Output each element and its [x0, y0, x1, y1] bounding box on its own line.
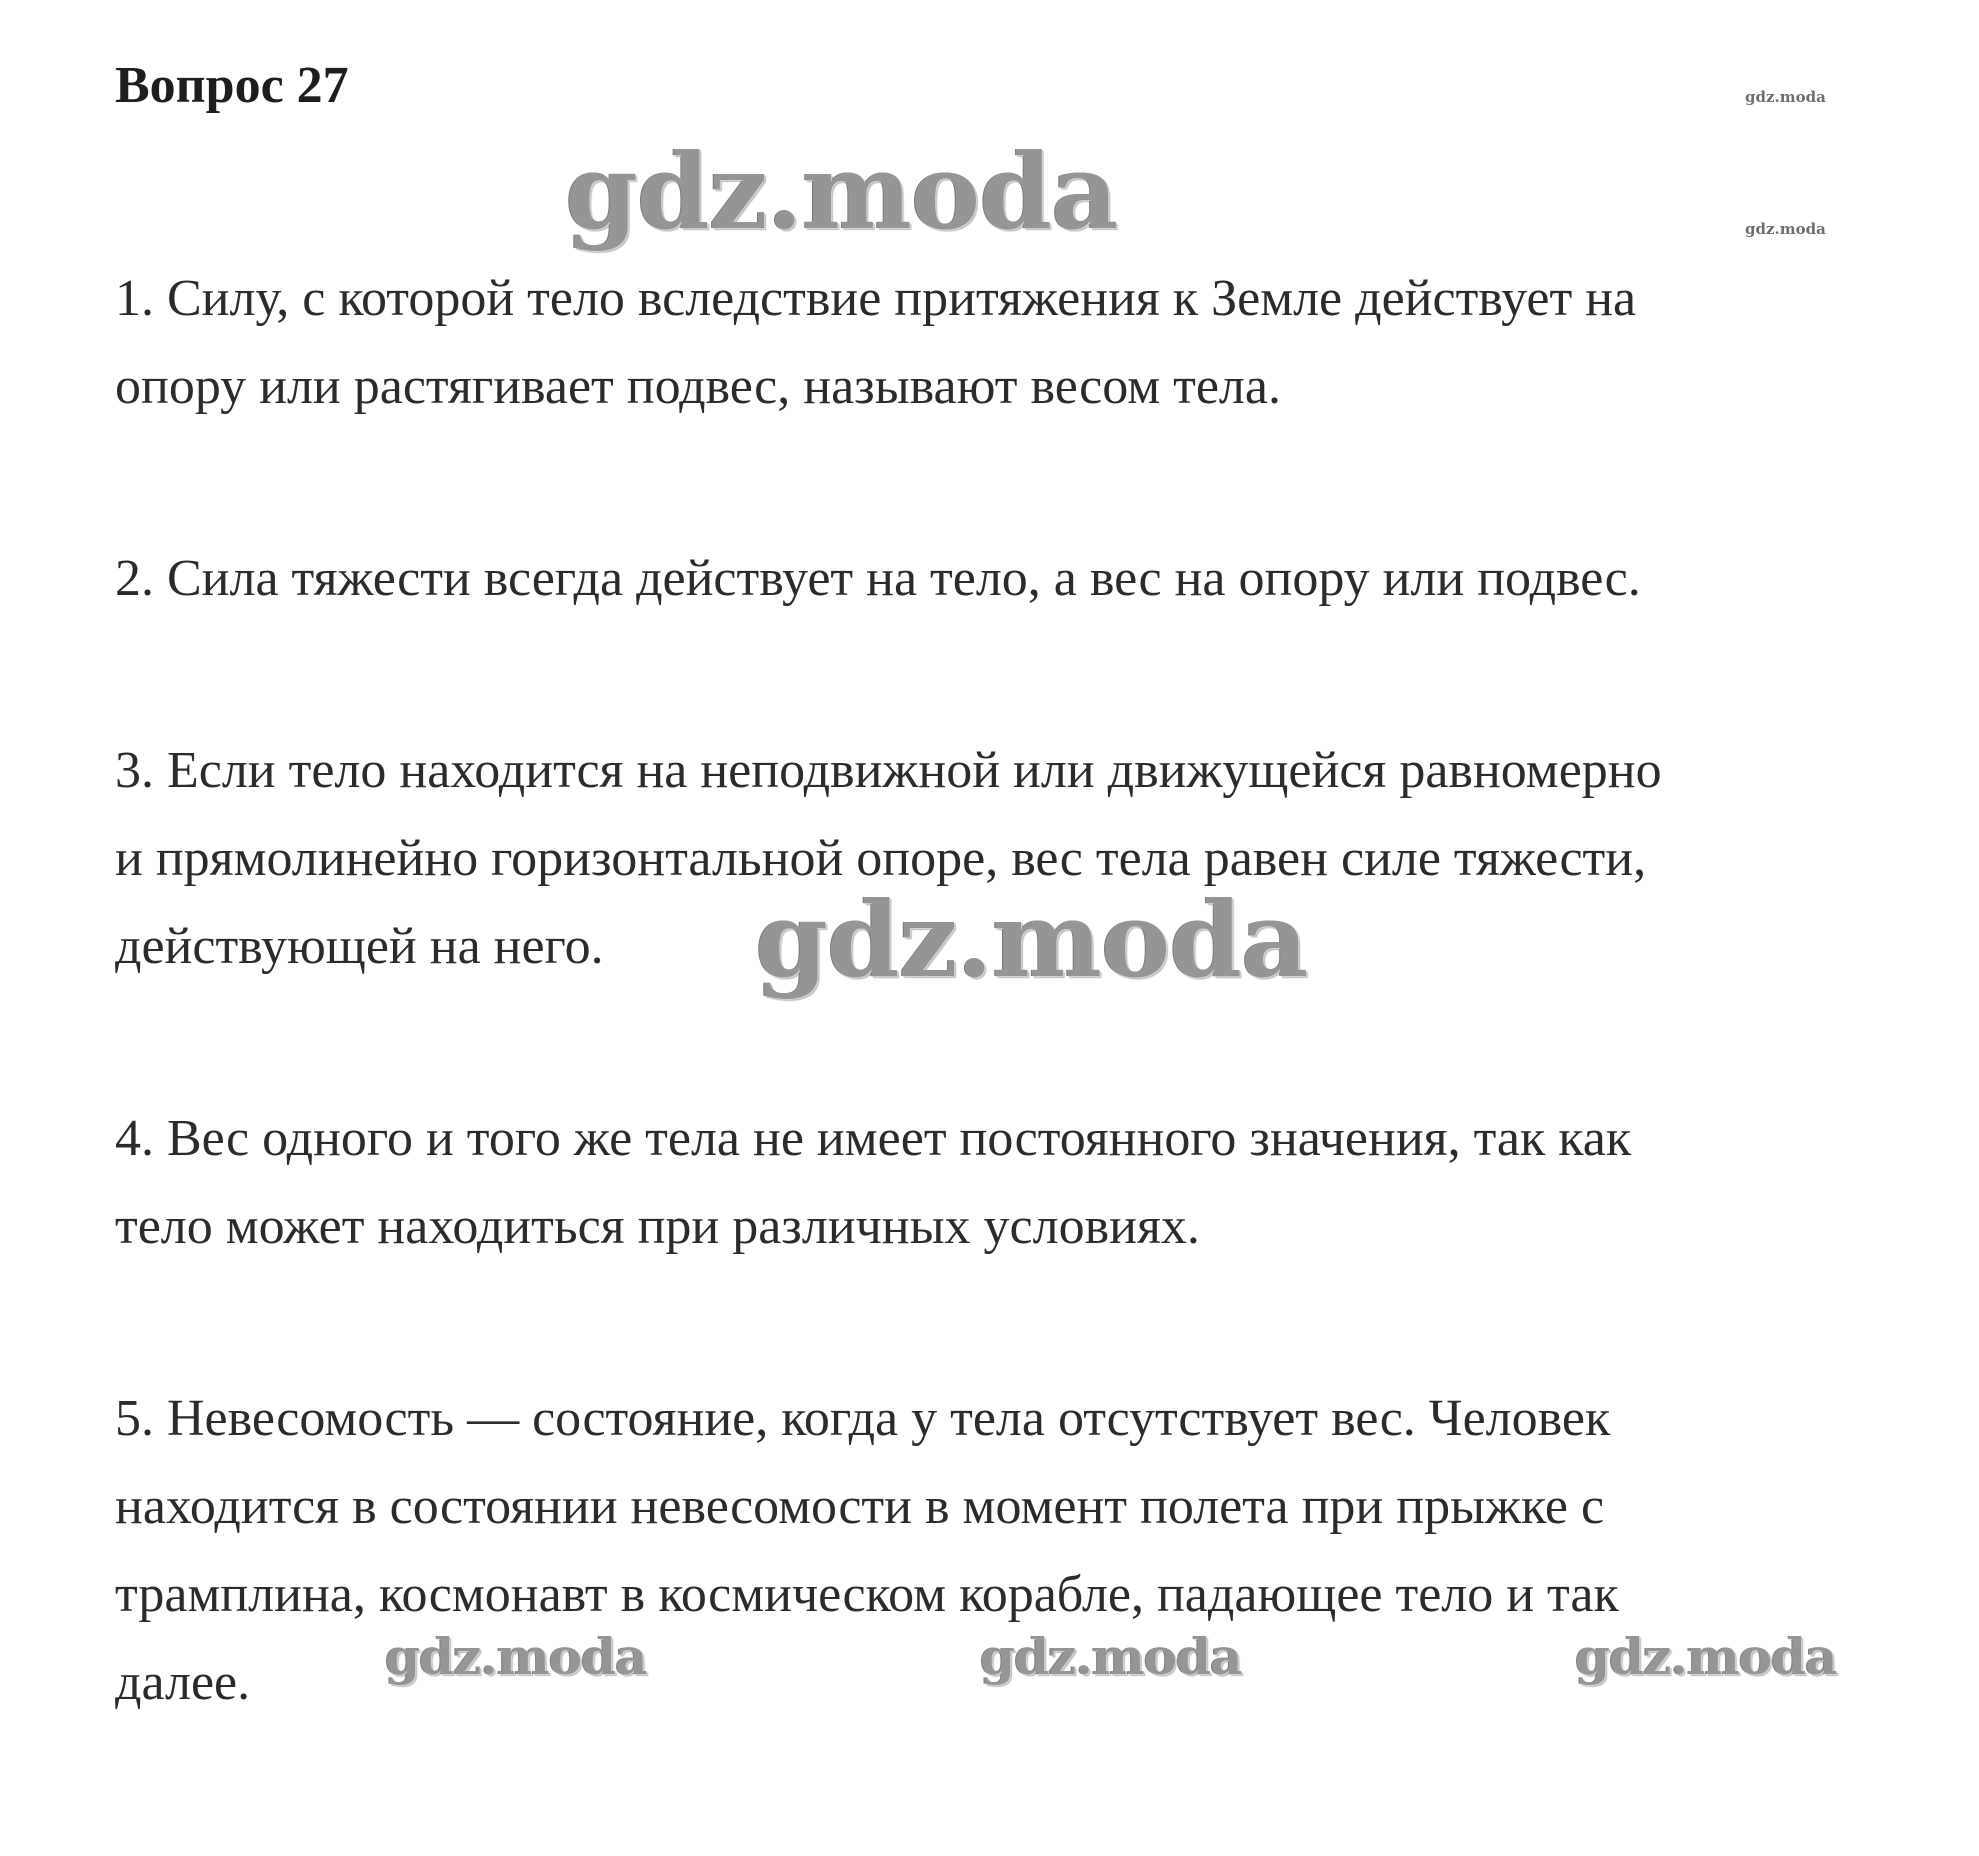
- answer-line: далее.: [115, 1654, 251, 1711]
- watermark-large: gdz.moda: [565, 130, 1118, 253]
- watermark-large: gdz.moda: [755, 878, 1308, 1001]
- watermark-medium: gdz.moda: [385, 1627, 647, 1686]
- answer-3: [115, 727, 1895, 1001]
- answer-line: действующей на него.: [115, 918, 604, 975]
- answer-line: тело может находиться при различных условиях.: [115, 1198, 1200, 1255]
- question-title: Вопрос 27: [115, 57, 349, 114]
- answer-line: 2. Сила тяжести всегда действует на тело, а вес на опору или подвес.: [115, 550, 1641, 607]
- watermark-medium: gdz.moda: [1575, 1627, 1837, 1686]
- answer-line: 5. Невесомость — состояние, когда у тела отсутствует вес. Человек: [115, 1390, 1611, 1447]
- watermark-small: gdz.moda: [1745, 220, 1826, 238]
- answers-list: [115, 255, 1895, 1727]
- answer-line: трамплина, космонавт в космическом корабле, падающее тело и так: [115, 1566, 1619, 1623]
- answer-line: 1. Силу, с которой тело вследствие притяжения к Земле действует на: [115, 270, 1637, 327]
- answer-2: [115, 535, 1895, 623]
- watermark-medium: gdz.moda: [980, 1627, 1242, 1686]
- answer-4: [115, 1095, 1895, 1271]
- watermark-small: gdz.moda: [1745, 88, 1826, 106]
- answer-1: [115, 255, 1895, 431]
- answer-line: опору или растягивает подвес, называют весом тела.: [115, 358, 1281, 415]
- answer-line: находится в состоянии невесомости в момент полета при прыжке с: [115, 1478, 1605, 1535]
- answer-5: [115, 1375, 1895, 1727]
- answer-line: 4. Вес одного и того же тела не имеет постоянного значения, так как: [115, 1110, 1632, 1167]
- answer-line: и прямолинейно горизонтальной опоре, вес тела равен силе тяжести,: [115, 830, 1647, 887]
- answer-line: 3. Если тело находится на неподвижной или движущейся равномерно: [115, 742, 1662, 799]
